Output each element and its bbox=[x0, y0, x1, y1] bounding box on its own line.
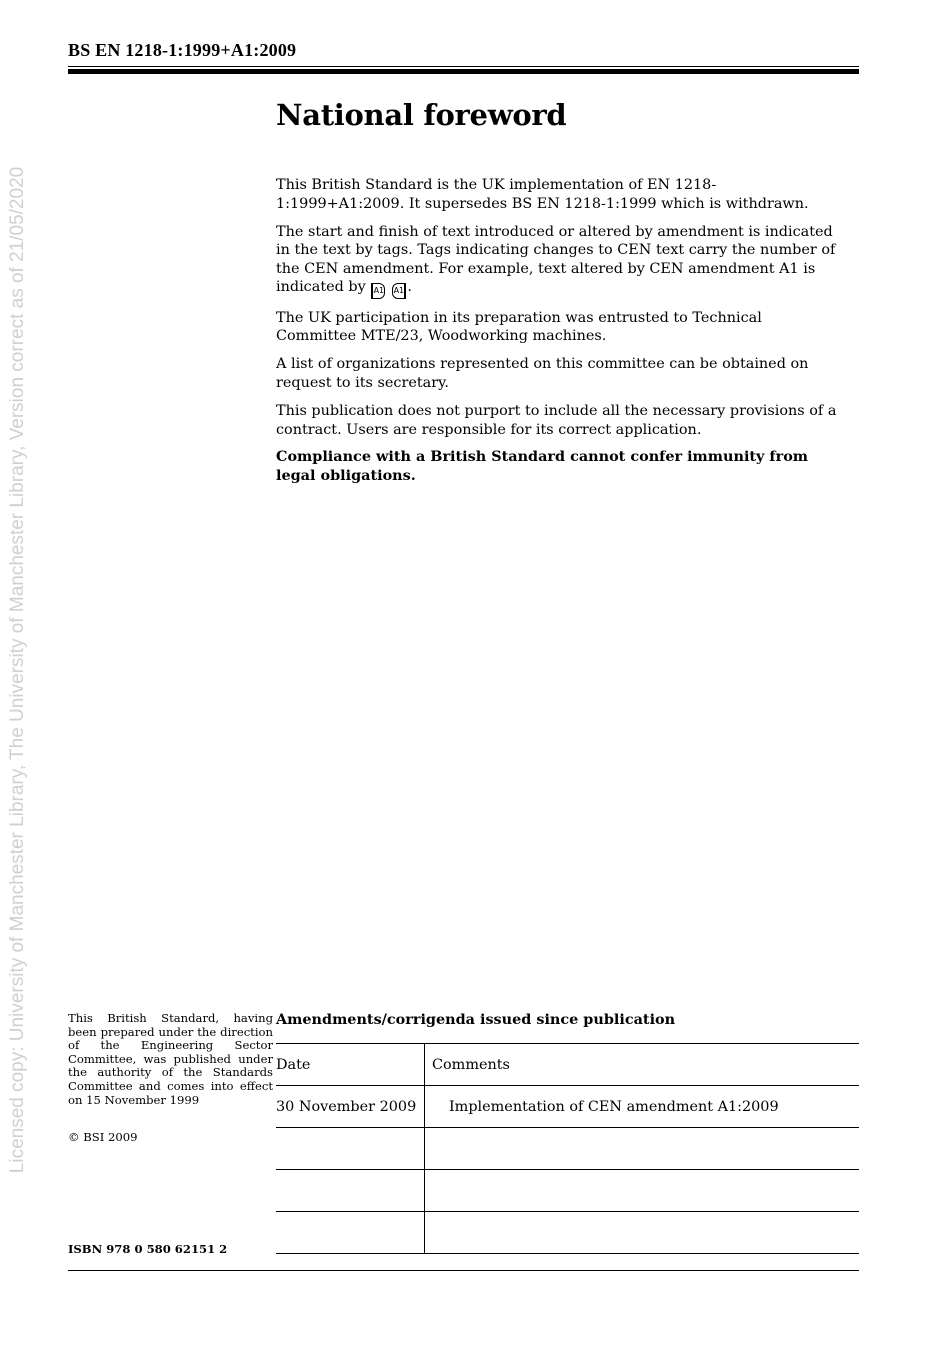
amendment-start-tag-icon: A1 bbox=[371, 283, 385, 299]
amendments-header-row bbox=[276, 1044, 859, 1086]
footer-rule bbox=[68, 1270, 859, 1271]
amendments-table bbox=[276, 1043, 859, 1254]
paragraph-committee: The UK participation in its preparation was entrusted to Technical Committee MTE/23, Woodworking machines. bbox=[276, 309, 762, 345]
paragraph-implementation: This British Standard is the UK implementation of EN 1218-1:1999+A1:2009. It supersedes BS EN 1218-1:1999 which is withdrawn. bbox=[276, 177, 809, 212]
header-rule-thick bbox=[68, 69, 859, 74]
document-code: BS EN 1218-1:1999+A1:2009 bbox=[68, 40, 297, 60]
publication-note: This British Standard, having been prepared under the direction of the Engineering Sector Committee, was published under the authority of the Standards Committee and comes into effect on 15 November 1999 bbox=[68, 1011, 273, 1107]
paragraph-amendment-tags bbox=[276, 223, 844, 300]
table-row bbox=[276, 1170, 859, 1212]
paragraph-provisions: This publication does not purport to include all the necessary provisions of a contract. Users are responsible for its correct application. bbox=[276, 402, 837, 438]
paragraph-organizations: A list of organizations represented on this committee can be obtained on request to its secretary. bbox=[276, 356, 809, 391]
page-title: National foreword bbox=[276, 98, 567, 132]
table-row bbox=[276, 1086, 859, 1128]
table-row bbox=[276, 1128, 859, 1170]
copyright-notice: © BSI 2009 bbox=[68, 1130, 138, 1144]
amendment-comment bbox=[425, 1128, 860, 1170]
amendment-comment: Implementation of CEN amendment A1:2009 bbox=[425, 1086, 860, 1128]
column-header-comments: Comments bbox=[425, 1044, 860, 1086]
amendment-date bbox=[276, 1212, 425, 1254]
header-rule-thin bbox=[68, 66, 859, 67]
paragraph-compliance: Compliance with a British Standard cannot confer immunity from legal obligations. bbox=[276, 448, 809, 485]
amendment-date bbox=[276, 1128, 425, 1170]
amendment-date: 30 November 2009 bbox=[276, 1086, 425, 1128]
isbn: ISBN 978 0 580 62151 2 bbox=[68, 1242, 228, 1256]
amendment-comment bbox=[425, 1170, 860, 1212]
amendment-tags-text: The start and finish of text introduced or altered by amendment is indicated in the text by tags. Tags indicating changes to CEN text carry the number of the CEN amendment. For example, text altered by CEN amendment A1 is indicated by bbox=[276, 223, 836, 296]
amendment-tags-end-punct: . bbox=[407, 279, 412, 296]
column-header-date: Date bbox=[276, 1044, 425, 1086]
table-row bbox=[276, 1212, 859, 1254]
amendments-heading: Amendments/corrigenda issued since publication bbox=[276, 1011, 676, 1028]
license-watermark: Licensed copy: University of Manchester Library, The University of Manchester Library, Version correct as of 21/05/2020 bbox=[7, 166, 28, 1174]
foreword-body bbox=[276, 176, 844, 495]
amendment-date bbox=[276, 1170, 425, 1212]
amendment-end-tag-icon: A1 bbox=[392, 283, 406, 299]
amendment-comment bbox=[425, 1212, 860, 1254]
